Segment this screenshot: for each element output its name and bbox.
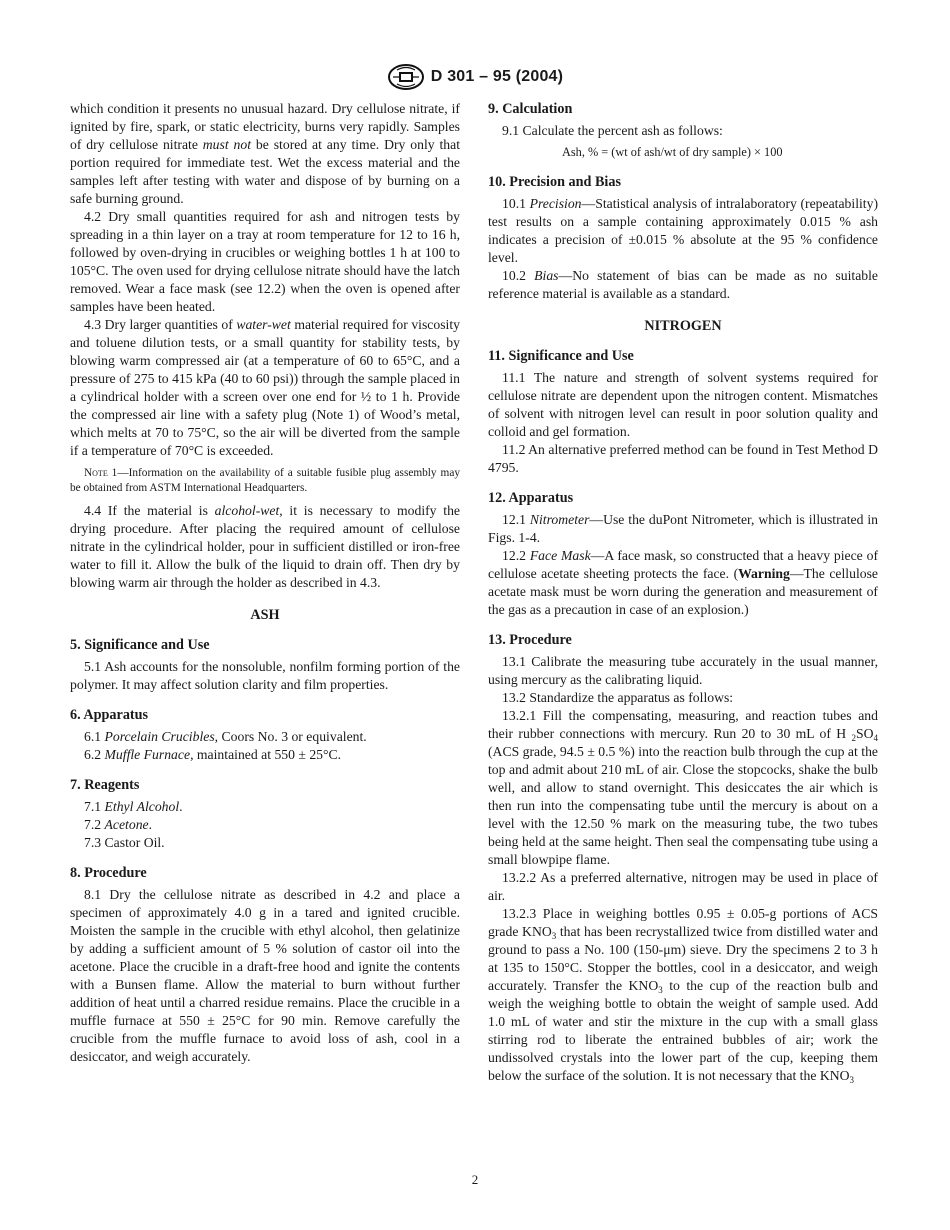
paragraph-13-2: 13.2 Standardize the apparatus as follows: xyxy=(502,690,734,705)
note-1: Note 1—Information on the availability of a suitable fusible plug assembly may be obtained from ASTM International Headquarters. xyxy=(70,467,460,494)
section-8-heading: 8. Procedure xyxy=(70,865,147,881)
paragraph-13-1: 13.1 Calibrate the measuring tube accurately in the usual manner, using mercury as the calibrating liquid. xyxy=(488,654,878,687)
item-6-2: 6.2 Muffle Furnace, maintained at 550 ± 25°C. xyxy=(84,747,342,762)
section-10-heading: 10. Precision and Bias xyxy=(488,174,621,190)
section-13-heading: 13. Procedure xyxy=(488,632,572,648)
ash-formula: Ash, % = (wt of ash/wt of dry sample) × 100 xyxy=(562,145,783,159)
section-9-heading: 9. Calculation xyxy=(488,101,573,117)
section-12-heading: 12. Apparatus xyxy=(488,490,574,506)
paragraph-11-1: 11.1 The nature and strength of solvent systems required for cellulose nitrate are dependent upon the nitrogen content. Mismatches of solvent with nitrogen level can result in poor solution quality and colloid and gel formation. xyxy=(488,370,878,439)
paragraph-4-1-continued: which condition it presents no unusual hazard. Dry cellulose nitrate, if ignited by fire, spark, or static electricity, burns very rapidly. Samples of dry cellulose nitrate must not be stored at any time. Dry only that portion required for immediate test. Wet the excess material and the samples left after testing with water and dispose of by burning on a safe burning ground. xyxy=(70,101,460,206)
item-6-1: 6.1 Porcelain Crucibles, Coors No. 3 or equivalent. xyxy=(84,729,367,744)
paragraph-4-4: 4.4 If the material is alcohol-wet, it is necessary to modify the drying procedure. After placing the required amount of cellulose nitrate in the cylindrical holder, pour in sufficient distilled or iron-free water to fill it. Allow the bulk of the liquid to drain off. Then dry by blowing warm air through the holder as described in 4.3. xyxy=(70,503,460,590)
paragraph-13-2-2: 13.2.2 As a preferred alternative, nitrogen may be used in place of air. xyxy=(488,870,878,903)
standard-designation: D 301 – 95 (2004) xyxy=(430,68,564,85)
part-heading-nitrogen: NITROGEN xyxy=(644,318,722,334)
paragraph-11-2: 11.2 An alternative preferred method can be found in Test Method D 4795. xyxy=(488,442,878,475)
section-7-heading: 7. Reagents xyxy=(70,777,140,793)
page-number: 2 xyxy=(471,1172,479,1187)
item-7-2: 7.2 Acetone. xyxy=(84,817,153,832)
section-11-heading: 11. Significance and Use xyxy=(488,348,634,364)
astm-logo-icon xyxy=(387,64,425,90)
paragraph-5-1: 5.1 Ash accounts for the nonsoluble, nonfilm forming portion of the polymer. It may affect solution clarity and film properties. xyxy=(70,659,460,692)
left-column xyxy=(70,100,460,1066)
paragraph-10-1: 10.1 Precision—Statistical analysis of intralaboratory (repeatability) test results on a sample containing approximately 0.015 % ash indicates a precision of ±0.015 % absolute at the 95 % confidence level. xyxy=(488,196,878,265)
item-7-3: 7.3 Castor Oil. xyxy=(84,835,165,850)
paragraph-13-2-1: 13.2.1 Fill the compensating, measuring, and reaction tubes and their rubber connections with mercury. Run 20 to 30 mL of H $_2SO_4$ (ACS grade, 94.5 ± 0.5 %) into the reaction bulb through the cup at the top and admit about 210 mL of air. Close the stopcocks, shake the bulb well, and allow to stand overnight. This desiccates the air which is then run into the compensating tube until the mercury is about on a level with the 12.50 % mark on the measuring tube, the two tubes being held at the same height. Then seal the compensating tube using a small blowpipe flame. xyxy=(488,708,878,867)
paragraph-13-2-3: 13.2.3 Place in weighing bottles 0.95 ± 0.05-g portions of ACS grade $KNO_3$ that has been recrystallized twice from distilled water and ground to pass a No. 100 (150-μm) sieve. Dry the specimens 2 to 3 h at 135 to 150°C. Stopper the bottles, cool in a desiccator, and weigh accurately. Transfer the $KNO_3$ to the cup of the reaction bulb and weigh the weighing bottle to obtain the weight of sample used. Add 1.0 mL of water and stir the mixture in the cup with a small glass stirring rod to liberate the entrained bubbles of air; work the undissolved crystals into the lower part of the cup, keeping them below the surface of the solution. It is not necessary that the $KNO_3$ xyxy=(488,906,878,1085)
paragraph-12-2: 12.2 Face Mask—A face mask, so constructed that a heavy piece of cellulose acetate sheeting protects the face. (Warning—The cellulose acetate mask must be worn during the generation and measurement of the gas as a precaution in case of an explosion.) xyxy=(488,548,879,617)
paragraph-10-2: 10.2 Bias—No statement of bias can be made as no suitable reference material is available as a standard. xyxy=(488,268,878,301)
paragraph-4-2: 4.2 Dry small quantities required for ash and nitrogen tests by spreading in a thin layer on a tray at room temperature for 12 to 16 h, followed by oven-drying in crucibles or weighing bottles 1 h at 100 to 105°C. The oven used for drying cellulose nitrate should have the latch removed. Wear a face mask (see 12.2) when the oven is opened after samples have been heated. xyxy=(70,209,460,314)
paragraph-4-3: 4.3 Dry larger quantities of water-wet material required for viscosity and toluene dilution tests, or a small quantity for stability tests, by blowing warm compressed air (at a temperature of 60 to 65°C, and a pressure of 275 to 415 kPa (40 to 60 psi)) through the sample placed in a cylindrical holder with a screen over one end for ½ to 1 h. Provide the compressed air line with a safety plug (Note 1) of Wood’s metal, which melts at 70 to 75°C, so the air will be diverted from the sample if a temperature of 70°C is exceeded. xyxy=(70,317,460,458)
paragraph-12-1: 12.1 Nitrometer—Use the duPont Nitrometer, which is illustrated in Figs. 1-4. xyxy=(488,512,878,545)
item-7-1: 7.1 Ethyl Alcohol. xyxy=(84,799,183,814)
page-header xyxy=(0,64,950,90)
section-6-heading: 6. Apparatus xyxy=(70,707,149,723)
part-heading-ash: ASH xyxy=(250,607,280,623)
paragraph-8-1: 8.1 Dry the cellulose nitrate as described in 4.2 and place a specimen of approximately 4.0 g in a tared and ignited crucible. Moisten the sample in the crucible with ethyl alcohol, then gelatinize by adding a sufficient amount of 5 % solution of castor oil into the acetone. Place the crucible in a draft-free hood and ignite the contents with a Bunsen flame. Allow the material to burn without further addition of heat until a charred residue remains. Place the crucible in a muffle furnace at 550 ± 25°C for 90 min. Remove carefully the crucible from the muffle furnace to avoid loss of ash, cool in a desiccator, and weigh accurately. xyxy=(70,887,460,1064)
section-5-heading: 5. Significance and Use xyxy=(70,637,210,653)
paragraph-9-1: 9.1 Calculate the percent ash as follows: xyxy=(502,123,723,138)
right-column xyxy=(488,100,878,1085)
